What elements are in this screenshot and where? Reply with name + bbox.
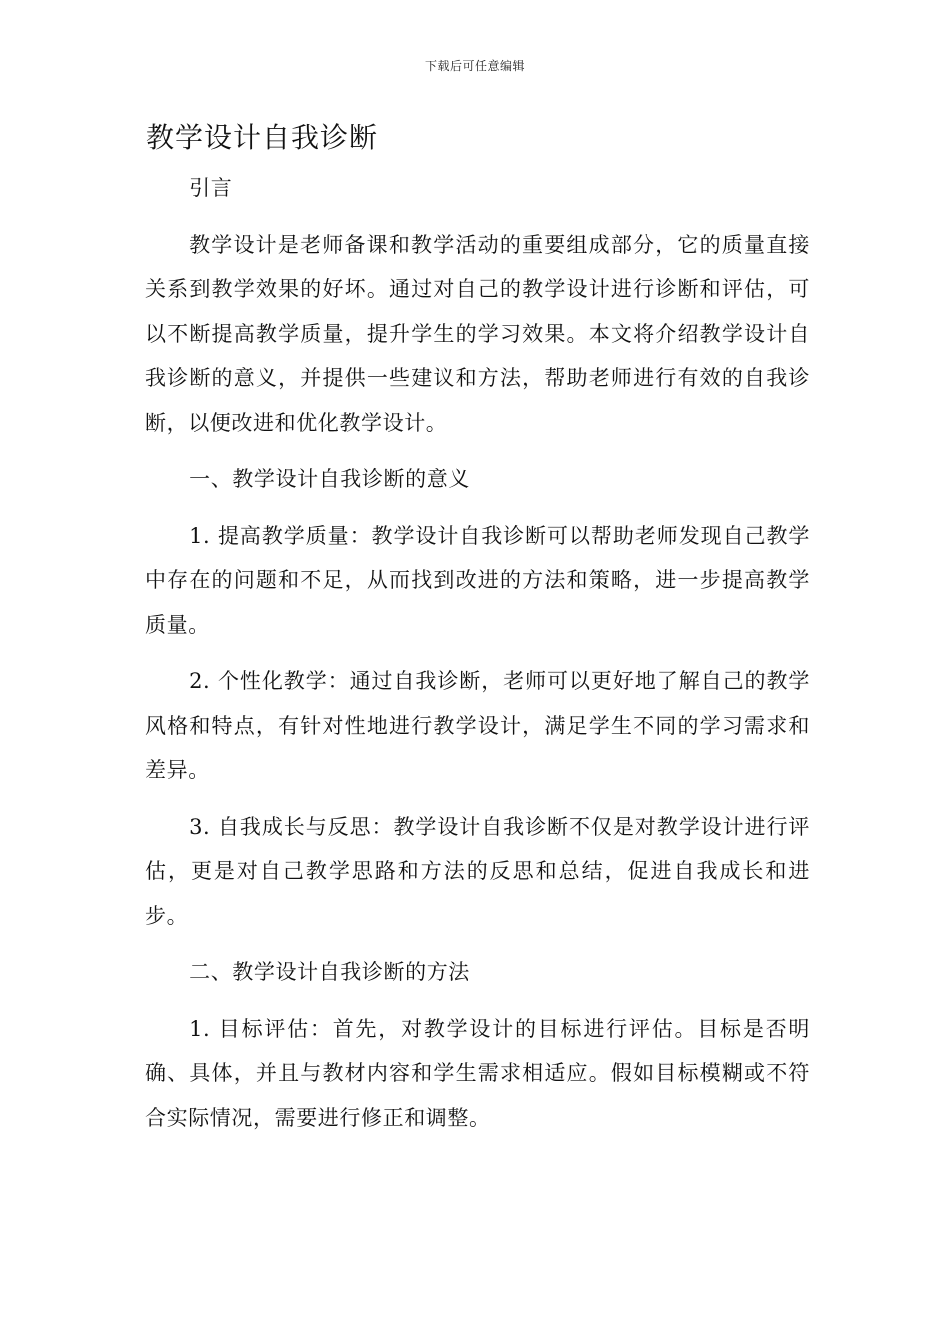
intro-paragraph: 教学设计是老师备课和教学活动的重要组成部分，它的质量直接关系到教学效果的好坏。通过对自己的教学设计进行诊断和评估，可以不断提高教学质量，提升学生的学习效果。本文将介绍教学设计自我诊断的意义，并提供一些建议和方法，帮助老师进行有效的自我诊断，以便改进和优化教学设计。 (145, 232, 810, 435)
document-title: 教学设计自我诊断 (146, 121, 379, 154)
list-item-reflection: 3. 自我成长与反思：教学设计自我诊断不仅是对教学设计进行评估，更是对自己教学思路和方法的反思和总结，促进自我成长和进步。 (145, 814, 810, 928)
document-body (145, 166, 810, 1140)
list-item-quality: 1. 提高教学质量：教学设计自我诊断可以帮助老师发现自己教学中存在的问题和不足，从而找到改进的方法和策略，进一步提高教学质量。 (145, 523, 810, 637)
section-heading-significance: 一、教学设计自我诊断的意义 (189, 467, 470, 491)
intro-heading: 引言 (189, 176, 233, 200)
section-heading-methods: 二、教学设计自我诊断的方法 (189, 960, 470, 984)
list-item-personalized: 2. 个性化教学：通过自我诊断，老师可以更好地了解自己的教学风格和特点，有针对性地进行教学设计，满足学生不同的学习需求和差异。 (145, 669, 810, 782)
header-note: 下载后可任意编辑 (424, 59, 525, 73)
list-item-goal-evaluation: 1. 目标评估：首先，对教学设计的目标进行评估。目标是否明确、具体，并且与教材内容和学生需求相适应。假如目标模糊或不符合实际情况，需要进行修正和调整。 (145, 1016, 810, 1130)
